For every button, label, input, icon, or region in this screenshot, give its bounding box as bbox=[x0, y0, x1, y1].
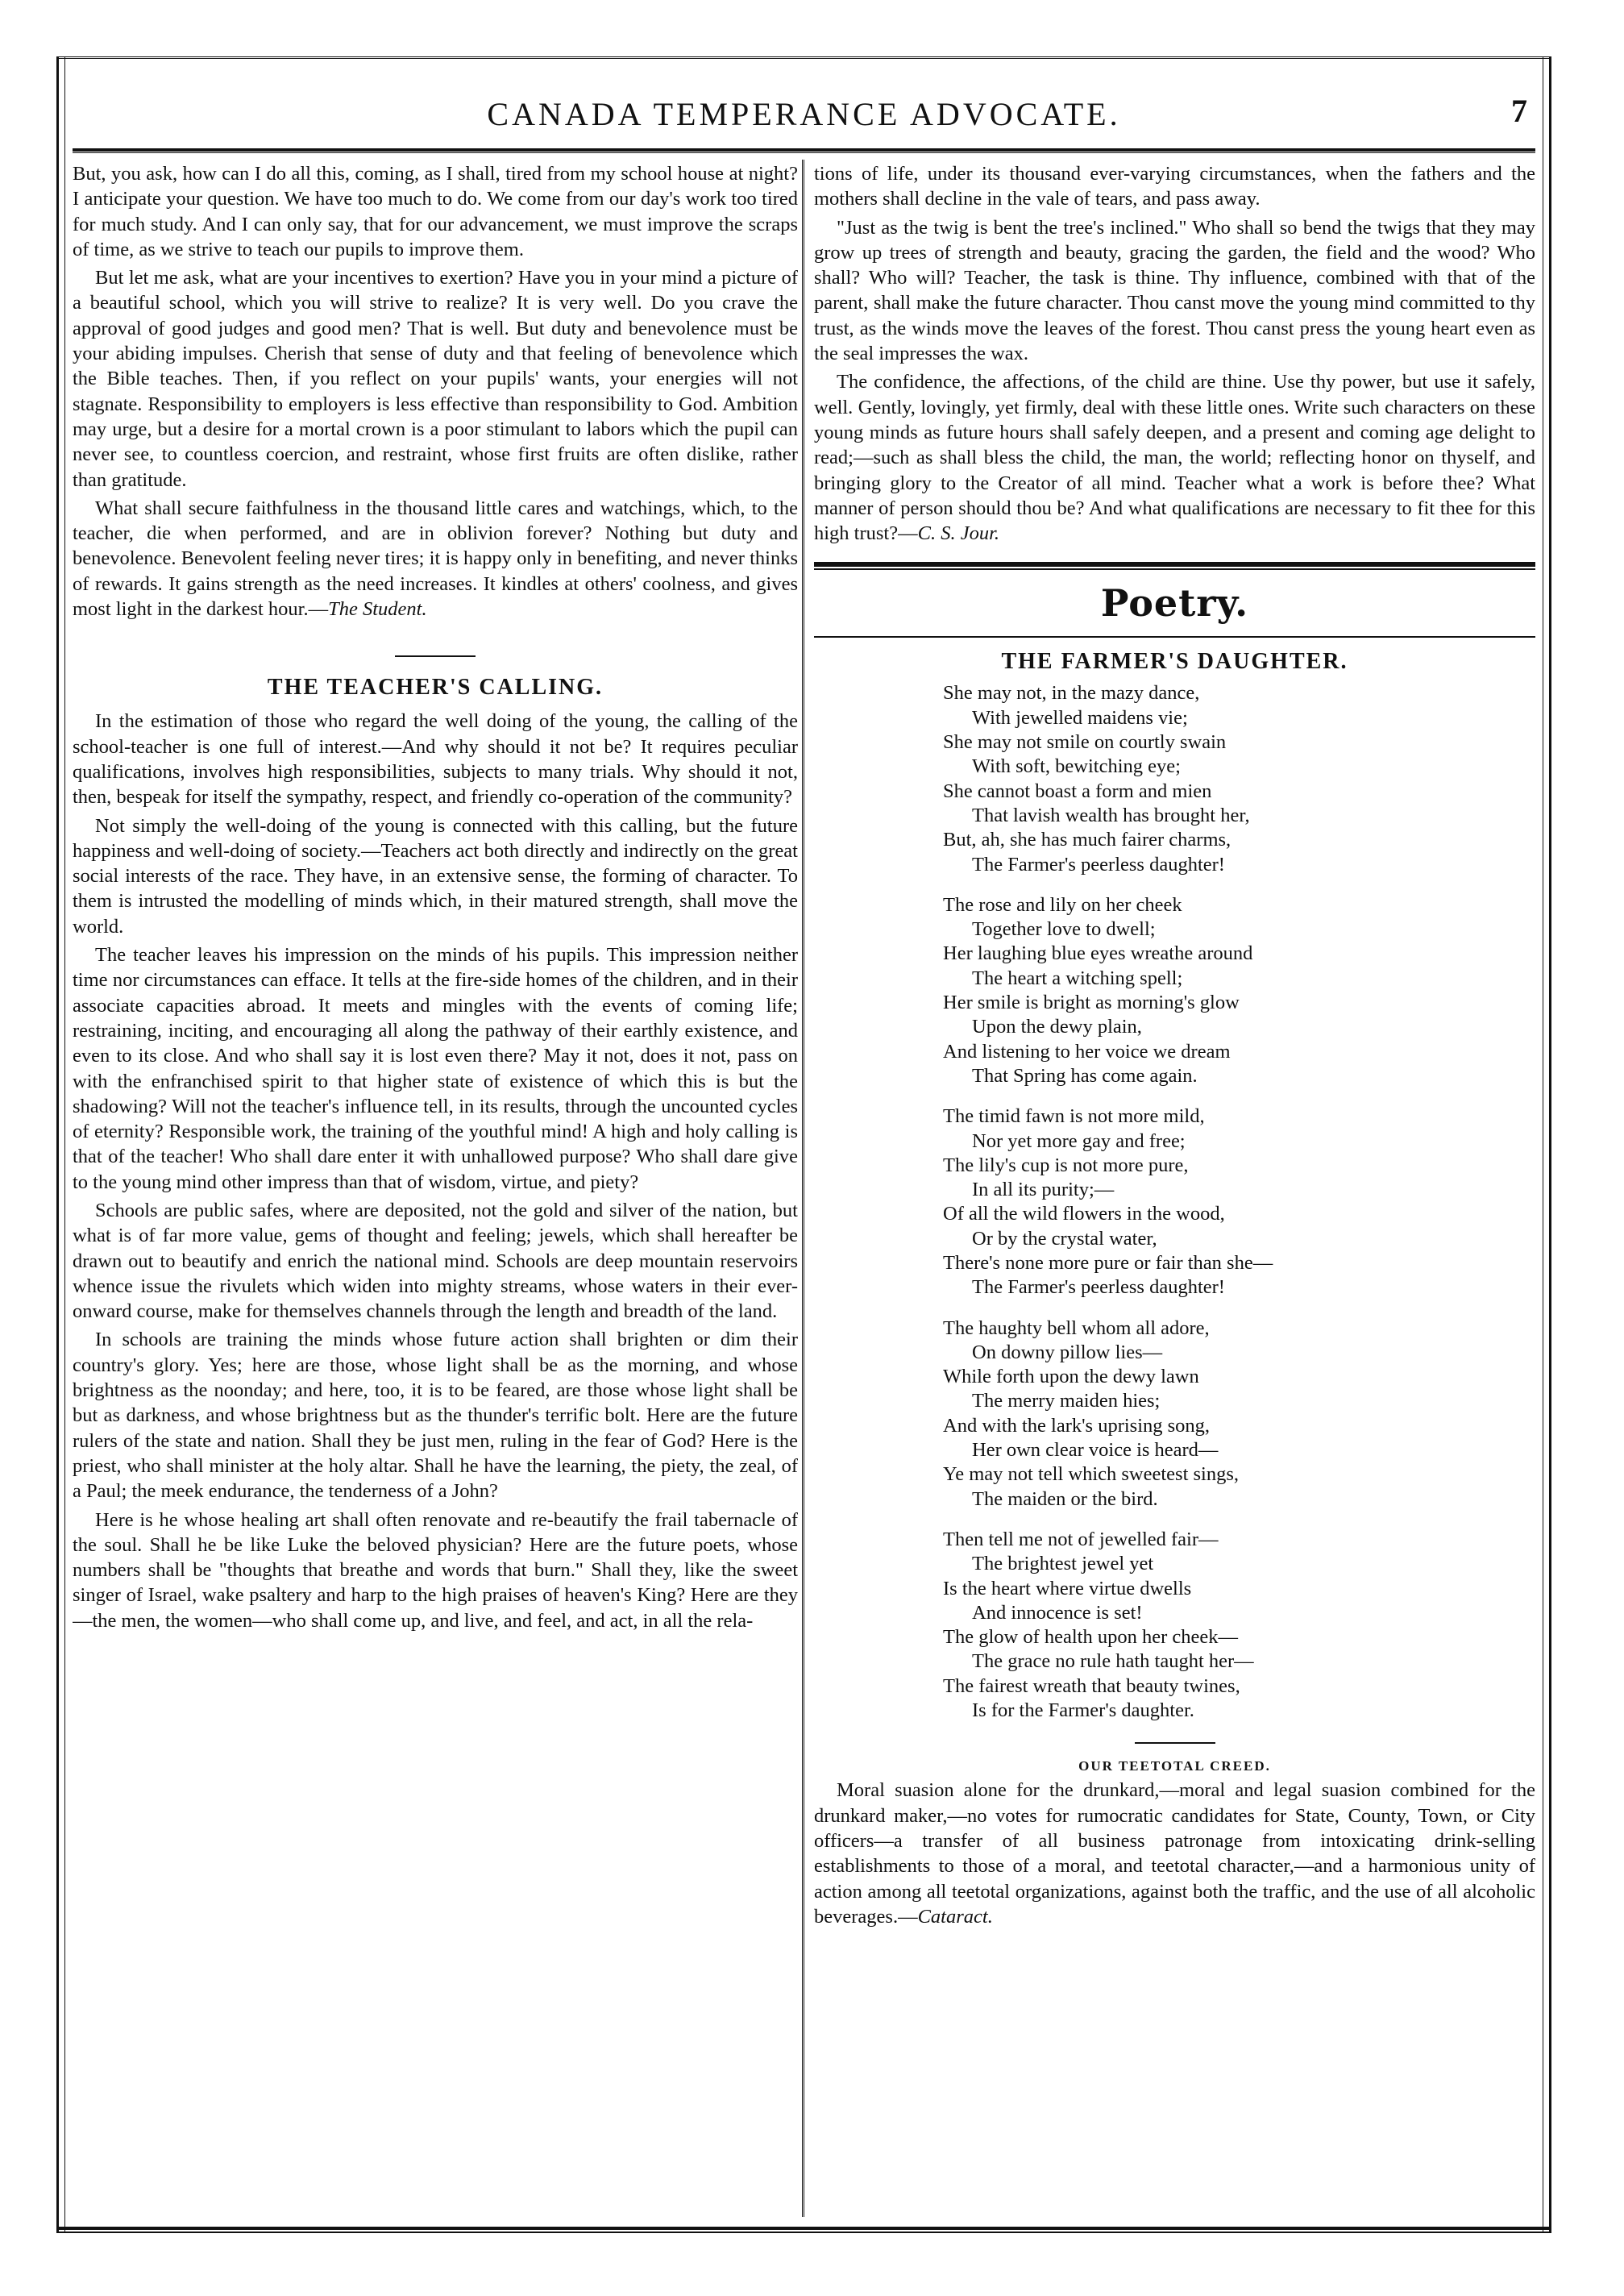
page-number: 7 bbox=[1511, 93, 1527, 129]
poem-line: Of all the wild flowers in the wood, bbox=[943, 1203, 1225, 1225]
intro-paragraph: But, you ask, how can I do all this, coming, as I shall, tired from my school house at night? I anticipate your question. We have too much to do. We come from our day's work too tired for much study. And I can only say, that for our advancement, we must improve the scraps of time, as we strive to teach our pupils to improve them. bbox=[73, 163, 798, 260]
newspaper-page bbox=[56, 56, 1551, 2233]
top-rule bbox=[56, 56, 1551, 59]
poem-line: Is for the Farmer's daughter. bbox=[972, 1699, 1194, 1722]
poem-line: Is the heart where virtue dwells bbox=[943, 1577, 1192, 1599]
article-paragraph bbox=[814, 369, 1535, 546]
creed-signature: Cataract. bbox=[917, 1905, 993, 1928]
intro-paragraph-text: What shall secure faithfulness in the thousand little cares and watchings, which, to the teacher, die when performed, and are in oblivion forever? Nothing but duty and benevolence. Benevolent feeling never tires; it is happy only in benefiting, and never thinks of rewards. It gains strength as the need increases. It kindles at others' coolness, and gives most light in the darkest hour.— bbox=[73, 497, 798, 621]
article-paragraph: Schools are public safes, where are deposited, not the gold and silver of the nation, but what is of far more value, gems of thought and feeling; jewels, which shall hereafter be drawn out to beautify and enrich the national mind. Schools are deep mountain reservoirs whence issue the rivulets which widen into mighty streams, whose waters in their ever-onward course, make for themselves channels through the length and breadth of the land. bbox=[73, 1199, 798, 1323]
article-title: THE TEACHER'S CALLING. bbox=[267, 675, 604, 701]
intro-paragraph bbox=[73, 496, 798, 622]
masthead-title: CANADA TEMPERANCE ADVOCATE. bbox=[487, 96, 1121, 132]
poem-line: Upon the dewy plain, bbox=[972, 1016, 1142, 1038]
poem-line: Her smile is bright as morning's glow bbox=[943, 992, 1240, 1014]
poetry-section-heading: Poetry. bbox=[1100, 581, 1249, 626]
poem-line: On downy pillow lies— bbox=[972, 1341, 1163, 1363]
poem-line: There's none more pure or fair than she— bbox=[943, 1251, 1273, 1274]
section-rule bbox=[814, 562, 1535, 570]
poem-line: And listening to her voice we dream bbox=[943, 1040, 1231, 1063]
poem-stanza bbox=[943, 1528, 1535, 1723]
poem bbox=[943, 681, 1535, 1723]
poem-line: Her own clear voice is heard— bbox=[972, 1439, 1219, 1462]
right-column bbox=[814, 161, 1535, 2209]
intro-signature: The Student. bbox=[328, 598, 427, 621]
poem-line: While forth upon the dewy lawn bbox=[943, 1366, 1199, 1388]
poem-line: And with the lark's uprising song, bbox=[943, 1414, 1211, 1437]
poem-line: That lavish wealth has brought her, bbox=[972, 804, 1250, 826]
poem-line: The fairest wreath that beauty twines, bbox=[943, 1674, 1240, 1697]
article-continuation: tions of life, under its thousand ever-varying circumstances, when the fathers and the mothers shall decline in the vale of tears, and pass away. bbox=[814, 163, 1535, 210]
article-paragraph: "Just as the twig is bent the tree's inclined." Who shall so bend the twigs that they may grow up trees of strength and beauty, gracing the garden, the field and the wood? Who shall? Who will? Teacher, the task is thine. Thy influence, combined with that of the parent, shall make the future character. Thou canst move the young mind committed to thy trust, as the winds move the leaves of the forest. Thou canst press the young heart even as the seal impresses the wax. bbox=[814, 216, 1535, 365]
poem-line: The timid fawn is not more mild, bbox=[943, 1105, 1205, 1128]
creed-paragraph bbox=[814, 1778, 1535, 1929]
left-column bbox=[73, 161, 798, 2209]
poem-line: Then tell me not of jewelled fair— bbox=[943, 1528, 1219, 1550]
poem-line: Or by the crystal water, bbox=[972, 1227, 1157, 1250]
poem-line: The haughty bell whom all adore, bbox=[943, 1316, 1210, 1339]
header-rule bbox=[73, 148, 1535, 153]
poem-line: With jewelled maidens vie; bbox=[972, 706, 1188, 729]
poem-line: Her laughing blue eyes wreathe around bbox=[943, 942, 1253, 965]
poem-line: The rose and lily on her cheek bbox=[943, 893, 1182, 916]
page-header bbox=[73, 81, 1535, 153]
poem-line: The maiden or the bird. bbox=[972, 1487, 1158, 1510]
article-paragraph-text: The confidence, the affections, of the child are thine. Use thy power, but use it safely, well. Gently, lovingly, yet firmly, deal with these little ones. Write such characters on these young minds as future hours shall safely deepen, and a present and coming age delight to read;—such as shall bless the child, the man, the world; reflecting honor on thyself, and bringing glory to the Creator of all mind. Teacher what a work is before thee? What manner of person should thou be? And what qualifications are necessary to fit thee for this high trust?— bbox=[814, 371, 1535, 545]
column-divider bbox=[802, 160, 804, 2217]
poem-line: In all its purity;— bbox=[972, 1179, 1115, 1201]
poem-line: The brightest jewel yet bbox=[972, 1553, 1154, 1575]
poem-line: The glow of health upon her cheek— bbox=[943, 1626, 1239, 1649]
poem-line: That Spring has come again. bbox=[972, 1064, 1198, 1087]
article-paragraph: Here is he whose healing art shall often renovate and re-beautify the frail tabernacle of the soul. Shall he be like Luke the beloved physician? Here are the future poets, whose numbers shall be "thoughts that breathe and words that burn." Shall they, like the sweet singer of Israel, wake psaltery and harp to the high praises of heaven's King? Here are they—the men, the women—who shall come up, and live, and feel, and act, in all the rela- bbox=[73, 1508, 798, 1632]
poem-line: The Farmer's peerless daughter! bbox=[972, 1276, 1225, 1299]
poem-line: But, ah, she has much fairer charms, bbox=[943, 829, 1231, 851]
intro-paragraph: But let me ask, what are your incentives to exertion? Have you in your mind a picture of a beautiful school, which you will strive to realize? It is very well. Do you crave the approval of good judges and good men? That is well. But duty and benevolence must be your abiding impulses. Cherish that sense of duty and that feeling of benevolence which the Bible teaches. Then, if you reflect on your pupils' wants, your energies will not stagnate. Responsibility to employers is less effective than responsibility to God. Ambition may urge, but a desire for a mortal crown is a poor stimulant to labors which the pupil can never see, to countless coercion, and restraint, whose first fruits are often dislike, rather than gratitude. bbox=[73, 267, 798, 491]
poem-line: The grace no rule hath taught her— bbox=[972, 1650, 1254, 1673]
poem-line: The Farmer's peerless daughter! bbox=[972, 853, 1225, 876]
creed-heading: OUR TEETOTAL CREED. bbox=[1078, 1758, 1271, 1774]
article-signature: C. S. Jour. bbox=[917, 522, 1000, 545]
poem-title: THE FARMER'S DAUGHTER. bbox=[1001, 649, 1348, 675]
article-paragraph: In the estimation of those who regard the well doing of the young, the calling of the school-teacher is one full of interest.—And why should it not be? It requires peculiar qualifications, involves high responsibilities, subjects to many trials. Why should it not, then, bespeak for itself the sympathy, respect, and friendly co-operation of the community? bbox=[73, 710, 798, 809]
poem-line: She cannot boast a form and mien bbox=[943, 780, 1212, 802]
poem-stanza bbox=[943, 1104, 1535, 1300]
poem-line: With soft, bewitching eye; bbox=[972, 755, 1181, 778]
poem-line: She may not, in the mazy dance, bbox=[943, 682, 1200, 705]
poem-line: Together love to dwell; bbox=[972, 918, 1156, 941]
poem-stanza bbox=[943, 681, 1535, 876]
poem-line: And innocence is set! bbox=[972, 1601, 1143, 1624]
poem-line: The merry maiden hies; bbox=[972, 1390, 1161, 1412]
poem-line: The lily's cup is not more pure, bbox=[943, 1154, 1189, 1176]
poem-line: The heart a witching spell; bbox=[972, 967, 1183, 989]
poem-stanza bbox=[943, 1316, 1535, 1512]
article-paragraph: Not simply the well-doing of the young is connected with this calling, but the future happiness and well-doing of society.—Teachers act both directly and indirectly on the great social interests of the race. They have, in an extensive sense, the forming of character. To them is intrusted the modelling of minds which, in their matured strength, shall move the world. bbox=[73, 814, 798, 938]
poem-line: Nor yet more gay and free; bbox=[972, 1129, 1186, 1152]
bottom-rule bbox=[56, 2227, 1551, 2233]
poem-line: She may not smile on courtly swain bbox=[943, 731, 1227, 754]
poem-stanza bbox=[943, 893, 1535, 1088]
creed-text: Moral suasion alone for the drunkard,—moral and legal suasion combined for the drunkard maker,—no votes for rumocratic candidates for State, County, Town, or City officers—a transfer of all business patronage from intoxicating drink-selling establishments to those of a moral, and teetotal character,—and a harmonious unity of action among all teetotal organizations, against both the traffic, and the use of all alcoholic beverages.— bbox=[814, 1779, 1535, 1928]
poem-line: Ye may not tell which sweetest sings, bbox=[943, 1463, 1240, 1486]
article-paragraph: The teacher leaves his impression on the minds of his pupils. This impression neither time nor circumstances can efface. It tells at the fire-side homes of the children, and in their associate capacities abroad. It meets and mingles with the events of coming life; restraining, inciting, and encouraging all along the pathway of their earthly existence, and even to its close. And who shall say it is lost even there? May it not, does it not, pass on with the enfranchised spirit to that higher state of existence of which this is but the shadowing? Will not the teacher's influence tell, in its results, through the uncounted cycles of eternity? Responsible work, the training of the youthful mind! A high and holy calling is that of the teacher! Who shall dare enter it with unhallowed purpose? Who shall dare give to the young mind other impress than that of wisdom, virtue, and piety? bbox=[73, 944, 798, 1193]
article-paragraph: In schools are training the minds whose future action shall brighten or dim their country's glory. Yes; here are those, whose light shall be as the morning, and whose brightness as the noonday; and here, too, it is to be feared, are those whose light shall be but as darkness, and whose brightness but as the thunder's terrific bolt. Here are the future rulers of the state and nation. Shall they be just men, ruling in the fear of God? Here is the priest, who shall minister at the holy altar. Shall he have the learning, the piety, the zeal, of a Paul; the meek endurance, the tenderness of a John? bbox=[73, 1329, 798, 1503]
